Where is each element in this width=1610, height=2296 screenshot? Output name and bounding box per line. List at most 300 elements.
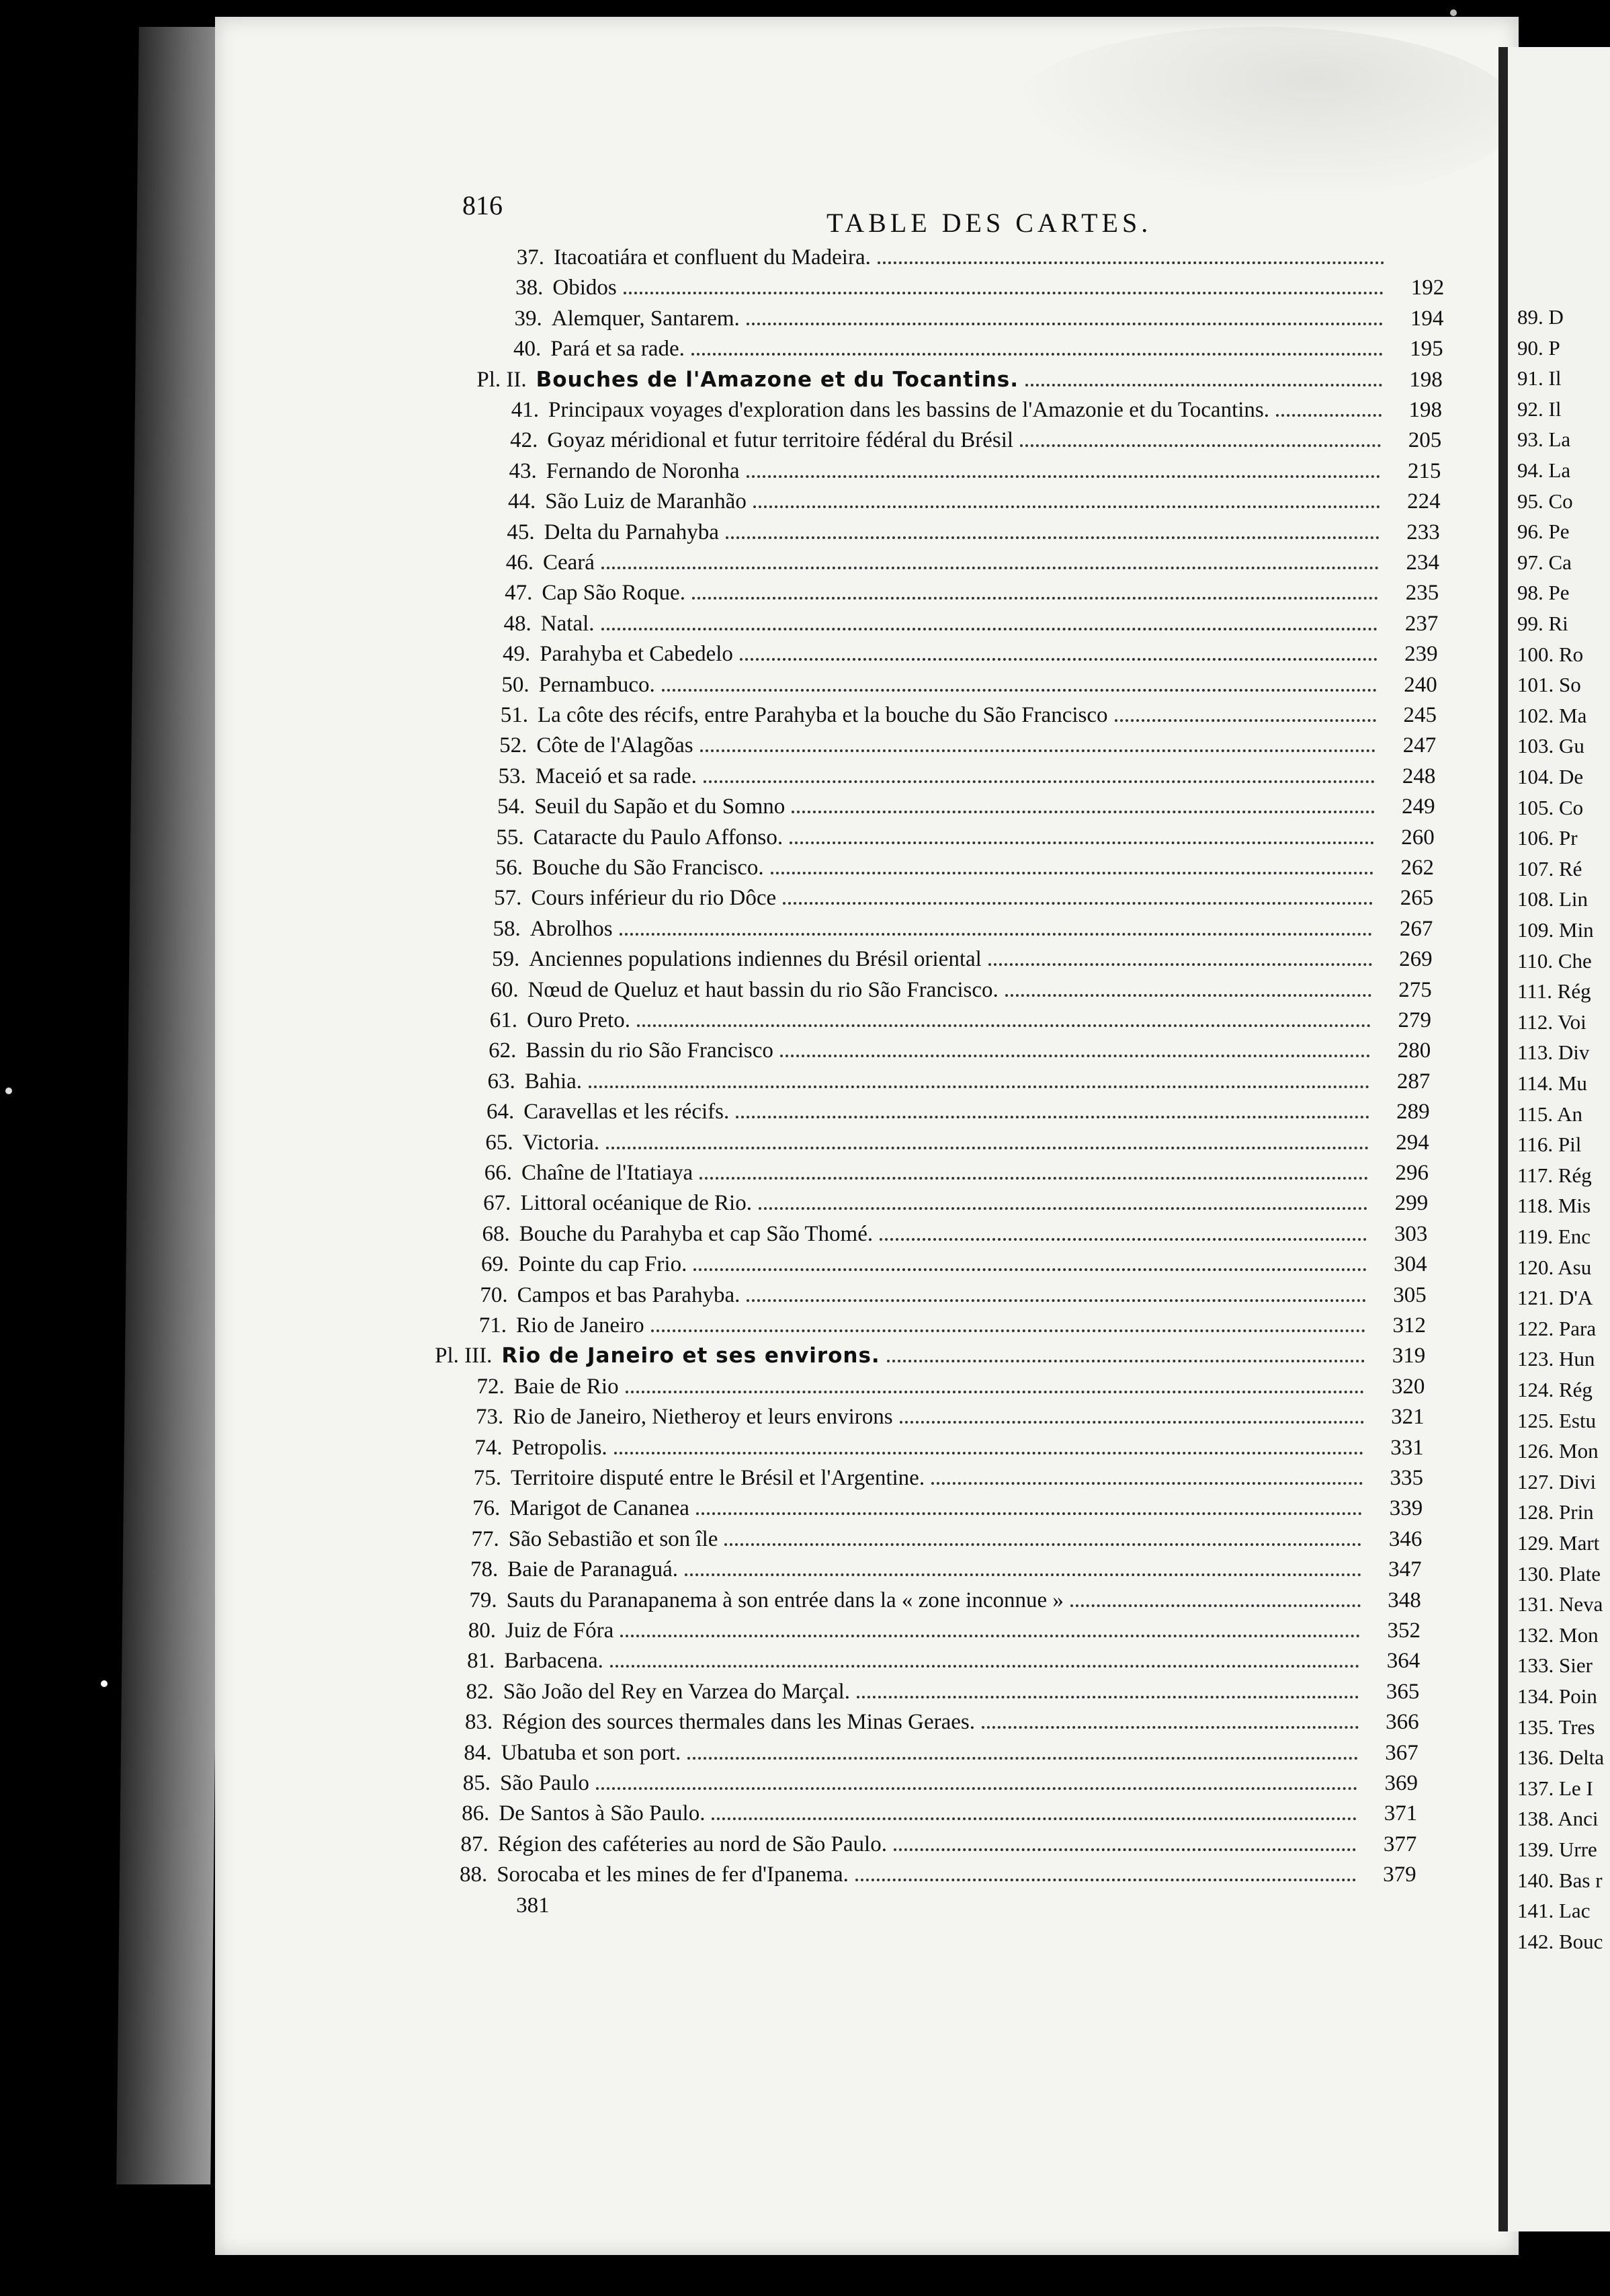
dot-leader	[700, 1161, 1368, 1180]
map-entry	[448, 1280, 1427, 1311]
entry-page: 365	[1386, 1679, 1420, 1704]
entry-title: Campos et bas Parahyba.	[517, 1282, 740, 1307]
right-page-entry: 94. La	[1517, 458, 1571, 482]
entry-title: Ceará	[543, 550, 595, 575]
entry-number: 50.	[501, 672, 529, 697]
right-page-entry: 120. Asu	[1517, 1255, 1592, 1279]
map-entry	[476, 456, 1441, 487]
entry-number: 85.	[462, 1771, 491, 1795]
entry-title: Itacoatiára et confluent du Madeira.	[554, 245, 871, 270]
map-entry	[466, 730, 1436, 761]
entry-title: Principaux voyages d'exploration dans les bassins de l'Amazonie et du Tocantins.	[548, 398, 1269, 422]
dot-leader	[596, 1771, 1357, 1790]
entry-number: 40.	[513, 337, 542, 362]
entry-title: São João del Rey en Varzea do Marçal.	[503, 1679, 851, 1704]
map-entry	[439, 1493, 1423, 1524]
map-entry	[482, 272, 1444, 303]
entry-number: 41.	[511, 398, 539, 422]
entry-page: 348	[1388, 1588, 1421, 1612]
right-page-entry: 127. Divi	[1517, 1469, 1597, 1493]
right-page-entry: 107. Ré	[1517, 856, 1582, 880]
entry-page: 294	[1396, 1130, 1429, 1155]
entry-title: Rio de Janeiro	[516, 1313, 644, 1338]
entry-page: 267	[1399, 916, 1433, 941]
right-page-entry: 126. Mon	[1517, 1439, 1599, 1463]
entry-title: Barbacena.	[504, 1649, 603, 1674]
entry-number: Pl. II.	[476, 367, 527, 392]
right-page-entry: 99. Ri	[1517, 612, 1568, 635]
right-page-entry: 103. Gu	[1517, 734, 1584, 758]
entry-page: 192	[1410, 276, 1445, 300]
entry-title: Goyaz méridional et futur territoire fédéral du Brésil	[547, 428, 1014, 453]
entry-number: 53.	[498, 764, 526, 788]
right-page-entry: 141. Lac	[1517, 1899, 1591, 1923]
dot-leader	[700, 733, 1376, 752]
entry-number: 59.	[491, 947, 520, 972]
entry-title: Bouches de l'Amazone et du Tocantins.	[536, 367, 1019, 392]
dot-leader	[693, 1252, 1366, 1271]
map-entry	[452, 1157, 1429, 1188]
entry-number: 87.	[460, 1832, 489, 1856]
dot-leader	[624, 276, 1384, 294]
right-page-entry: 130. Plate	[1517, 1561, 1601, 1586]
entry-title: Sorocaba et les mines de fer d'Ipanema.	[497, 1862, 849, 1887]
right-page-entry: 118. Mis	[1517, 1194, 1591, 1218]
entry-title: Côte de l'Alagõas	[536, 733, 693, 758]
right-page-entry: 134. Poin	[1517, 1684, 1597, 1708]
entry-page: 215	[1407, 458, 1441, 483]
entry-page: 369	[1384, 1771, 1418, 1795]
entry-page: 289	[1396, 1100, 1430, 1124]
dot-leader	[771, 856, 1373, 874]
entry-title: Sauts du Paranapanema à son entrée dans la « zone inconnue »	[506, 1588, 1064, 1612]
dot-leader	[696, 1496, 1362, 1515]
right-page-entry: 111. Rég	[1517, 979, 1591, 1003]
right-page-entry: 129. Mart	[1517, 1531, 1600, 1555]
dot-leader	[783, 886, 1373, 905]
entry-page: 304	[1394, 1252, 1427, 1277]
right-page-entry: 117. Rég	[1517, 1163, 1592, 1187]
entry-page: 347	[1388, 1557, 1422, 1582]
map-entry	[466, 761, 1436, 792]
map-entry	[456, 1035, 1431, 1066]
right-page-entry: 95. Co	[1517, 489, 1573, 513]
dot-leader	[606, 1131, 1369, 1149]
map-entry	[435, 1615, 1421, 1646]
entry-title: Maceió et sa rade.	[535, 764, 697, 788]
entry-page: 198	[1409, 367, 1443, 392]
entry-page: 279	[1398, 1008, 1431, 1032]
entry-number: 52.	[499, 733, 527, 758]
entry-title: Obidos	[552, 276, 617, 300]
map-entry	[453, 1127, 1429, 1158]
dot-leader	[988, 947, 1372, 966]
dot-leader	[857, 1680, 1359, 1698]
entry-number: 67.	[483, 1191, 511, 1216]
entry-title: Chaîne de l'Itatiaya	[521, 1161, 693, 1185]
entry-page: 381	[516, 1893, 550, 1918]
entry-title: Anciennes populations indiennes du Brésil oriental	[529, 947, 982, 972]
right-page-entry: 138. Anci	[1517, 1807, 1599, 1831]
map-entry	[482, 303, 1444, 334]
entry-page: 237	[1404, 611, 1439, 636]
map-entry	[448, 1249, 1427, 1280]
map-entry	[478, 395, 1442, 425]
entry-page: 195	[1410, 337, 1443, 362]
right-page-entry: 123. Hun	[1517, 1347, 1595, 1371]
entry-page: 248	[1402, 764, 1436, 788]
entry-number: 86.	[462, 1801, 490, 1826]
entry-number: 78.	[470, 1557, 499, 1582]
right-page-entry: 89. D	[1517, 305, 1564, 329]
entry-page: 320	[1391, 1374, 1425, 1399]
map-entry	[432, 1707, 1418, 1737]
entry-number: 63.	[487, 1069, 515, 1094]
right-page-entry: 114. Mu	[1517, 1071, 1587, 1095]
entry-page: 303	[1394, 1221, 1428, 1246]
entry-number: 62.	[489, 1038, 517, 1063]
entry-title: Victoria.	[522, 1130, 599, 1155]
entry-title: Parahyba et Cabedelo	[540, 642, 733, 667]
right-page-entry: 116. Pil	[1517, 1133, 1582, 1157]
map-entry	[446, 1310, 1426, 1341]
entry-title: Abrolhos	[529, 916, 613, 941]
dot-leader	[651, 1313, 1365, 1332]
right-page-entry: 98. Pe	[1517, 581, 1570, 605]
entry-number: 56.	[495, 856, 523, 880]
entry-number: 47.	[505, 581, 533, 606]
map-entry	[461, 883, 1433, 913]
entry-title: Bahia.	[524, 1069, 583, 1094]
entry-page: 235	[1405, 581, 1439, 606]
water-stain	[1008, 27, 1519, 202]
entry-page: 339	[1389, 1496, 1423, 1521]
entry-page: 275	[1398, 977, 1432, 1002]
right-page-entry: 108. Lin	[1517, 887, 1588, 911]
map-entry	[480, 333, 1443, 364]
dot-leader	[982, 1710, 1359, 1729]
paper-speck	[101, 1680, 108, 1687]
entry-page: 366	[1386, 1710, 1419, 1735]
right-page-entry: 128. Prin	[1517, 1500, 1594, 1524]
entry-page: 371	[1384, 1801, 1418, 1826]
right-page-entry: 92. Il	[1517, 397, 1562, 421]
dot-leader	[790, 825, 1374, 844]
dot-leader	[931, 1466, 1363, 1485]
right-page-entry: 106. Pr	[1517, 826, 1578, 850]
entry-title: São Paulo	[500, 1771, 589, 1795]
dot-leader	[637, 1008, 1371, 1027]
dot-leader	[589, 1069, 1369, 1088]
entry-title: Cours inférieur du rio Dôce	[531, 886, 777, 911]
dot-leader	[662, 673, 1377, 692]
dot-leader	[724, 1527, 1361, 1546]
entry-page: 312	[1392, 1313, 1426, 1338]
right-page-entry: 121. D'A	[1517, 1286, 1593, 1310]
map-entry	[470, 639, 1437, 669]
entry-number: 46.	[505, 550, 534, 575]
map-entry	[455, 1066, 1431, 1097]
map-entry	[474, 517, 1440, 548]
entry-title: Marigot de Cananea	[509, 1496, 689, 1521]
dot-leader	[780, 1038, 1370, 1057]
entry-page: 224	[1407, 489, 1441, 514]
entry-number: 48.	[503, 611, 532, 636]
entry-page: 260	[1401, 825, 1435, 850]
entry-page: 319	[1392, 1344, 1426, 1368]
entry-number: 70.	[480, 1282, 508, 1307]
entry-page: 198	[1408, 398, 1442, 422]
dot-leader	[792, 794, 1374, 813]
map-entry	[426, 1890, 1416, 1921]
map-entry	[460, 913, 1433, 944]
dot-leader	[855, 1862, 1356, 1881]
dot-leader	[691, 337, 1383, 356]
entry-title: Bassin du rio São Francisco	[525, 1038, 773, 1063]
dot-leader	[747, 1283, 1365, 1302]
right-page-entry: 96. Pe	[1517, 520, 1570, 544]
entry-number: 75.	[473, 1466, 501, 1490]
right-page-entry: 91. Il	[1517, 366, 1562, 391]
dot-leader	[692, 581, 1378, 600]
entry-page: 249	[1402, 794, 1435, 819]
right-page-entry: 139. Urre	[1517, 1838, 1597, 1861]
dot-leader	[704, 764, 1375, 783]
entry-title: Juiz de Fóra	[505, 1618, 614, 1643]
entry-title: De Santos à São Paulo.	[499, 1801, 706, 1826]
map-entry	[469, 669, 1437, 700]
right-page-entry: 97. Ca	[1517, 550, 1572, 574]
paper-speck	[1450, 9, 1457, 16]
entry-number: 88.	[459, 1862, 488, 1887]
dot-leader	[736, 1100, 1369, 1118]
right-page-entry: 110. Che	[1517, 948, 1592, 973]
entry-number: 58.	[493, 916, 521, 941]
entry-number: 39.	[514, 306, 542, 331]
entry-number: 82.	[466, 1679, 494, 1704]
entry-page: 262	[1400, 856, 1434, 880]
map-entry	[472, 577, 1439, 608]
map-entry	[471, 608, 1439, 639]
entry-number: 65.	[485, 1130, 513, 1155]
entry-page: 296	[1395, 1161, 1429, 1185]
entry-number: 43.	[509, 458, 537, 483]
right-page-entry: 137. Le I	[1517, 1776, 1593, 1800]
map-entry	[439, 1524, 1423, 1555]
entry-page: 367	[1385, 1740, 1418, 1765]
map-entry	[429, 1798, 1417, 1829]
entry-number: 76.	[472, 1496, 501, 1521]
entry-number: 71.	[478, 1313, 507, 1338]
entry-number: 37.	[516, 245, 544, 270]
right-page-entry: 105. Co	[1517, 795, 1584, 819]
map-entry	[442, 1432, 1424, 1463]
entry-number: 80.	[468, 1618, 496, 1643]
entry-number: 81.	[467, 1649, 495, 1674]
map-entry	[450, 1219, 1428, 1249]
entry-page: 305	[1393, 1282, 1427, 1307]
entry-page: 352	[1387, 1618, 1421, 1643]
entry-title: Bouche du São Francisco.	[532, 856, 764, 880]
right-page-entry: 104. De	[1517, 765, 1584, 788]
entry-page: 280	[1397, 1038, 1431, 1063]
entry-title: Pernambuco.	[538, 672, 655, 697]
map-entry	[484, 242, 1445, 273]
right-page-entry: 135. Tres	[1517, 1715, 1595, 1739]
entry-page: 299	[1394, 1191, 1429, 1216]
entry-title: Caravellas et les récifs.	[523, 1100, 730, 1124]
entry-title: Cap São Roque.	[542, 581, 685, 606]
right-page-entry: 109. Min	[1517, 918, 1594, 942]
map-entry	[450, 1188, 1428, 1219]
dot-leader	[878, 245, 1384, 264]
page-number: 816	[462, 190, 503, 220]
entry-page: 234	[1406, 550, 1439, 575]
entry-page: 269	[1399, 947, 1433, 972]
entry-number: 84.	[464, 1740, 492, 1765]
entry-page: 194	[1410, 306, 1444, 331]
dot-leader	[620, 1618, 1360, 1637]
right-page-entry: 136. Delta	[1517, 1746, 1605, 1770]
entry-page: 240	[1404, 672, 1437, 697]
map-entry	[464, 822, 1435, 853]
map-entry	[477, 425, 1441, 456]
entry-title: Baie de Rio	[513, 1374, 619, 1399]
entry-title: Nœud de Queluz et haut bassin du rio São Francisco.	[527, 977, 999, 1002]
dot-leader	[1025, 368, 1382, 386]
entry-number: 73.	[475, 1405, 504, 1430]
entry-title: Rio de Janeiro et ses environs.	[501, 1344, 880, 1368]
right-page-entry: 124. Rég	[1517, 1378, 1593, 1401]
map-entry	[473, 547, 1439, 578]
entry-page: 379	[1383, 1862, 1416, 1887]
entry-number: 54.	[497, 794, 525, 819]
map-entry	[475, 486, 1440, 517]
map-entry	[443, 1401, 1424, 1432]
dot-leader	[687, 1741, 1358, 1760]
right-page-entry: 102. Ma	[1517, 703, 1587, 727]
dot-leader	[610, 1649, 1359, 1668]
entry-number: 45.	[507, 520, 535, 544]
dot-leader	[740, 642, 1378, 661]
entry-title: Bouche du Parahyba et cap São Thomé.	[519, 1221, 874, 1246]
dot-leader	[614, 1436, 1363, 1454]
plate-entry	[418, 1340, 1425, 1371]
map-entry	[458, 975, 1432, 1006]
entry-number: 61.	[489, 1008, 517, 1032]
right-page-entry: 122. Para	[1517, 1316, 1597, 1340]
map-entry	[457, 1005, 1431, 1036]
entry-number: 68.	[482, 1221, 510, 1246]
map-entry	[434, 1645, 1420, 1676]
entry-page: 287	[1396, 1069, 1431, 1094]
right-page-entry: 119. Enc	[1517, 1225, 1591, 1248]
entry-page: 245	[1403, 703, 1437, 727]
right-page-entry: 131. Neva	[1517, 1592, 1603, 1616]
right-page-entry: 133. Sier	[1517, 1653, 1593, 1678]
dot-leader	[601, 550, 1379, 569]
entry-page: 205	[1408, 428, 1442, 453]
entry-title: Pará et sa rade.	[550, 337, 685, 362]
entry-page: 247	[1402, 733, 1437, 758]
entry-title: Petropolis.	[511, 1435, 607, 1460]
entry-page: 331	[1390, 1435, 1424, 1460]
entry-number: 57.	[494, 886, 522, 911]
entry-page: 335	[1390, 1466, 1423, 1490]
dot-leader	[894, 1832, 1356, 1851]
entry-page: 239	[1404, 642, 1438, 667]
entry-title: São Sebastião et son île	[508, 1526, 718, 1551]
dot-leader	[887, 1344, 1365, 1362]
dot-leader	[1005, 978, 1371, 997]
right-page-entry: 140. Bas r	[1517, 1868, 1603, 1892]
right-page-entry: 100. Ro	[1517, 642, 1584, 666]
dot-leader	[1020, 428, 1381, 447]
map-entry	[468, 700, 1437, 731]
entry-page: 321	[1391, 1405, 1425, 1430]
entry-page: 364	[1386, 1649, 1421, 1674]
right-page-entry: 132. Mon	[1517, 1623, 1599, 1647]
entry-title: Rio de Janeiro, Nietheroy et leurs environs	[513, 1405, 893, 1430]
entry-number: 74.	[474, 1435, 503, 1460]
map-entry	[444, 1371, 1425, 1402]
entry-page: 377	[1383, 1832, 1417, 1856]
entry-number: Pl. III.	[435, 1344, 493, 1368]
entry-number: 49.	[502, 642, 531, 667]
dot-leader	[601, 612, 1378, 630]
entry-page: 346	[1388, 1526, 1423, 1551]
dot-leader	[1070, 1588, 1361, 1607]
entry-number: 55.	[496, 825, 524, 850]
dot-leader	[1276, 398, 1382, 417]
map-entry	[441, 1463, 1423, 1493]
entry-number: 64.	[486, 1100, 515, 1124]
entry-number: 51.	[500, 703, 528, 727]
entry-number: 83.	[464, 1710, 493, 1735]
map-entry	[454, 1096, 1429, 1127]
entry-title: Natal.	[540, 611, 595, 636]
right-page-entry: 125. Estu	[1517, 1408, 1597, 1432]
map-entry	[437, 1585, 1421, 1616]
entry-number: 72.	[476, 1374, 505, 1399]
entry-number: 60.	[491, 977, 519, 1002]
entry-title: Territoire disputé entre le Brésil et l'Argentine.	[511, 1466, 925, 1490]
entry-page: 233	[1406, 520, 1440, 544]
entry-title: Delta du Parnahyba	[544, 520, 719, 544]
entry-title: La côte des récifs, entre Parahyba et la bouche du São Francisco	[538, 703, 1108, 727]
right-page-entry: 113. Div	[1517, 1040, 1590, 1065]
map-entry	[462, 852, 1434, 883]
entry-title: Ouro Preto.	[527, 1008, 630, 1032]
entry-title: Seuil du Sapão et du Somno	[534, 794, 786, 819]
plate-entry	[453, 364, 1443, 395]
map-entry	[431, 1737, 1418, 1768]
map-entry	[464, 791, 1435, 822]
map-entry	[459, 944, 1432, 975]
right-page-entry: 101. So	[1517, 673, 1581, 697]
map-entry	[427, 1859, 1416, 1890]
map-entry	[428, 1829, 1417, 1860]
entry-number: 79.	[469, 1588, 497, 1612]
dot-leader	[747, 306, 1384, 325]
entry-title: Région des caféteries au nord de São Paulo.	[497, 1832, 887, 1856]
entry-number: 38.	[515, 276, 544, 300]
entry-title: Région des sources thermales dans les Minas Geraes.	[502, 1710, 975, 1735]
dot-leader	[685, 1557, 1361, 1576]
entry-title: Baie de Paranaguá.	[507, 1557, 678, 1582]
entry-number: 77.	[471, 1526, 499, 1551]
entry-title: São Luiz de Maranhão	[545, 489, 747, 514]
